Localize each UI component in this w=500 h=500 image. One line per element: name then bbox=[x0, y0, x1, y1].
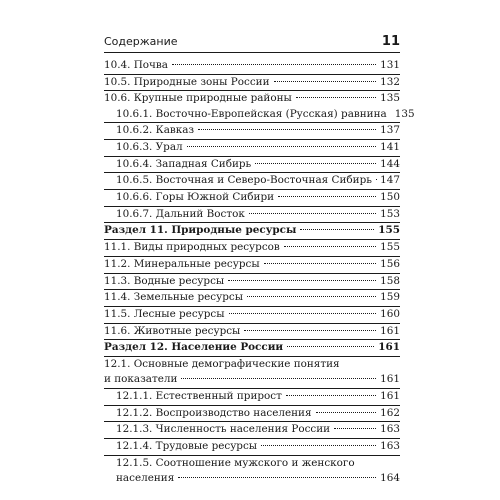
toc-entry-line bbox=[104, 372, 400, 388]
dot-leader bbox=[198, 129, 376, 130]
toc-entry-line bbox=[104, 290, 400, 306]
toc-entry bbox=[104, 157, 400, 174]
toc-page-number: 144 bbox=[380, 157, 400, 170]
toc-entry bbox=[104, 190, 400, 207]
toc-entry-title: 12.1.2. Воспроизводство населения bbox=[116, 406, 312, 419]
toc-entry bbox=[104, 123, 400, 140]
header-page-number: 11 bbox=[381, 34, 400, 49]
toc-entry-line bbox=[104, 207, 400, 223]
toc-page-number: 135 bbox=[394, 107, 415, 120]
toc-page-number: 153 bbox=[380, 207, 400, 220]
table-of-contents bbox=[104, 58, 415, 486]
toc-page-number: 156 bbox=[380, 257, 400, 270]
toc-entry-title: 12.1.5. Соотношение мужского и женского bbox=[116, 456, 355, 469]
dot-leader bbox=[181, 378, 376, 379]
toc-entry bbox=[104, 58, 400, 75]
toc-page-number: 147 bbox=[380, 174, 400, 187]
toc-entry-line bbox=[104, 58, 400, 74]
toc-entry-title: 11.6. Животные ресурсы bbox=[104, 324, 241, 337]
toc-entry-title: 12.1.4. Трудовые ресурсы bbox=[116, 440, 258, 453]
toc-entry-line bbox=[104, 173, 400, 189]
toc-entry-title: 10.6.2. Кавказ bbox=[116, 124, 195, 137]
toc-entry-title: 12.1. Основные демографические понятия bbox=[104, 357, 340, 370]
toc-entry-line bbox=[104, 75, 400, 91]
toc-entry-title: 11.4. Земельные ресурсы bbox=[104, 291, 243, 304]
toc-page-number: 160 bbox=[380, 307, 400, 320]
toc-entry bbox=[104, 173, 400, 190]
toc-entry-line bbox=[104, 91, 400, 106]
toc-entry bbox=[104, 324, 400, 341]
toc-entry bbox=[104, 274, 400, 291]
toc-section-heading bbox=[104, 223, 400, 240]
toc-entry-line bbox=[104, 422, 400, 438]
toc-page-number: 131 bbox=[380, 59, 400, 71]
dot-leader bbox=[229, 313, 377, 314]
toc-entry-line bbox=[104, 406, 400, 422]
dot-leader bbox=[247, 296, 376, 297]
dot-leader bbox=[278, 196, 376, 197]
dot-leader bbox=[296, 97, 376, 98]
toc-entry-title: 10.6.7. Дальний Восток bbox=[116, 207, 245, 220]
toc-page-number: 161 bbox=[380, 373, 400, 386]
toc-entry-title: и показатели bbox=[104, 373, 178, 386]
toc-entry-line bbox=[104, 389, 400, 405]
dot-leader bbox=[284, 246, 376, 247]
toc-entry-line bbox=[104, 223, 400, 239]
running-header bbox=[104, 32, 400, 53]
toc-page-number: 159 bbox=[380, 291, 400, 304]
toc-entry bbox=[104, 290, 400, 307]
toc-page-number: 161 bbox=[380, 389, 400, 402]
toc-entry-line bbox=[104, 357, 400, 372]
dot-leader bbox=[316, 412, 377, 413]
toc-entry-line bbox=[104, 140, 400, 156]
toc-section-heading bbox=[104, 340, 400, 357]
dot-leader bbox=[287, 346, 374, 347]
dot-leader bbox=[286, 395, 376, 396]
toc-entry bbox=[104, 389, 400, 406]
toc-page-number: 162 bbox=[380, 406, 400, 419]
toc-entry-title: 11.1. Виды природных ресурсов bbox=[104, 241, 280, 254]
toc-page-number: 150 bbox=[380, 191, 400, 204]
toc-entry-line bbox=[104, 439, 400, 455]
toc-page-number: 158 bbox=[380, 274, 400, 287]
toc-entry-title: 10.6. Крупные природные районы bbox=[104, 92, 292, 105]
dot-leader bbox=[249, 213, 376, 214]
toc-entry bbox=[104, 91, 400, 106]
toc-entry-line bbox=[104, 471, 400, 486]
toc-entry-line bbox=[104, 324, 400, 340]
toc-entry-title: 10.4. Почва bbox=[104, 59, 168, 71]
toc-entry-title: 12.1.3. Численность населения России bbox=[116, 423, 331, 436]
dot-leader bbox=[244, 330, 376, 331]
toc-entry bbox=[104, 422, 400, 439]
dot-leader bbox=[300, 229, 374, 230]
dot-leader bbox=[172, 64, 376, 65]
toc-entry-title: 11.2. Минеральные ресурсы bbox=[104, 257, 260, 270]
toc-entry bbox=[104, 307, 400, 324]
dot-leader bbox=[187, 146, 377, 147]
toc-entry bbox=[104, 456, 400, 487]
toc-entry-line bbox=[104, 157, 400, 173]
toc-page-number: 163 bbox=[380, 423, 400, 436]
toc-entry-line bbox=[104, 456, 400, 471]
toc-page-number: 135 bbox=[380, 92, 400, 105]
toc-entry-line bbox=[104, 190, 400, 206]
toc-entry-title: Раздел 12. Население России bbox=[104, 341, 284, 354]
toc-entry-title: 12.1.1. Естественный прирост bbox=[116, 389, 282, 402]
header-title: Содержание bbox=[104, 35, 178, 48]
toc-entry-title: Раздел 11. Природные ресурсы bbox=[104, 224, 297, 237]
toc-entry-title: 10.6.4. Западная Сибирь bbox=[116, 157, 252, 170]
toc-entry bbox=[104, 406, 400, 423]
toc-entry-line bbox=[104, 307, 400, 323]
toc-page-number: 155 bbox=[378, 224, 400, 237]
toc-entry-title: 10.6.5. Восточная и Северо-Восточная Сибирь bbox=[116, 174, 372, 187]
toc-entry-title: 11.3. Водные ресурсы bbox=[104, 274, 225, 287]
toc-page-number: 161 bbox=[378, 341, 400, 354]
toc-entry bbox=[104, 140, 400, 157]
toc-page-number: 163 bbox=[380, 440, 400, 453]
toc-entry-line bbox=[104, 257, 400, 273]
toc-entry bbox=[104, 240, 400, 257]
toc-page-number: 137 bbox=[380, 124, 400, 137]
toc-entry bbox=[104, 75, 400, 92]
toc-page-number: 132 bbox=[380, 75, 400, 88]
toc-entry bbox=[104, 439, 400, 456]
toc-entry bbox=[104, 207, 400, 224]
toc-entry-line bbox=[104, 340, 400, 356]
dot-leader bbox=[274, 81, 377, 82]
dot-leader bbox=[255, 163, 376, 164]
toc-entry bbox=[104, 357, 400, 389]
dot-leader bbox=[264, 263, 377, 264]
toc-entry-line bbox=[104, 107, 415, 123]
toc-entry-title: населения bbox=[116, 472, 175, 485]
toc-entry-title: 11.5. Лесные ресурсы bbox=[104, 307, 225, 320]
toc-entry bbox=[104, 107, 415, 124]
toc-entry-title: 10.6.1. Восточно-Европейская (Русская) равнина bbox=[116, 107, 387, 120]
toc-page-number: 155 bbox=[380, 241, 400, 254]
toc-entry-line bbox=[104, 123, 400, 139]
dot-leader bbox=[178, 477, 376, 478]
toc-entry-title: 10.5. Природные зоны России bbox=[104, 75, 270, 88]
toc-page-number: 141 bbox=[380, 141, 400, 154]
toc-entry bbox=[104, 257, 400, 274]
toc-page-number: 161 bbox=[380, 324, 400, 337]
dot-leader bbox=[261, 445, 376, 446]
toc-entry-line bbox=[104, 240, 400, 256]
toc-entry-title: 10.6.6. Горы Южной Сибири bbox=[116, 191, 275, 204]
toc-entry-title: 10.6.3. Урал bbox=[116, 141, 183, 154]
dot-leader bbox=[228, 280, 376, 281]
toc-page-number: 164 bbox=[380, 472, 400, 485]
toc-entry-line bbox=[104, 274, 400, 290]
dot-leader bbox=[334, 428, 376, 429]
